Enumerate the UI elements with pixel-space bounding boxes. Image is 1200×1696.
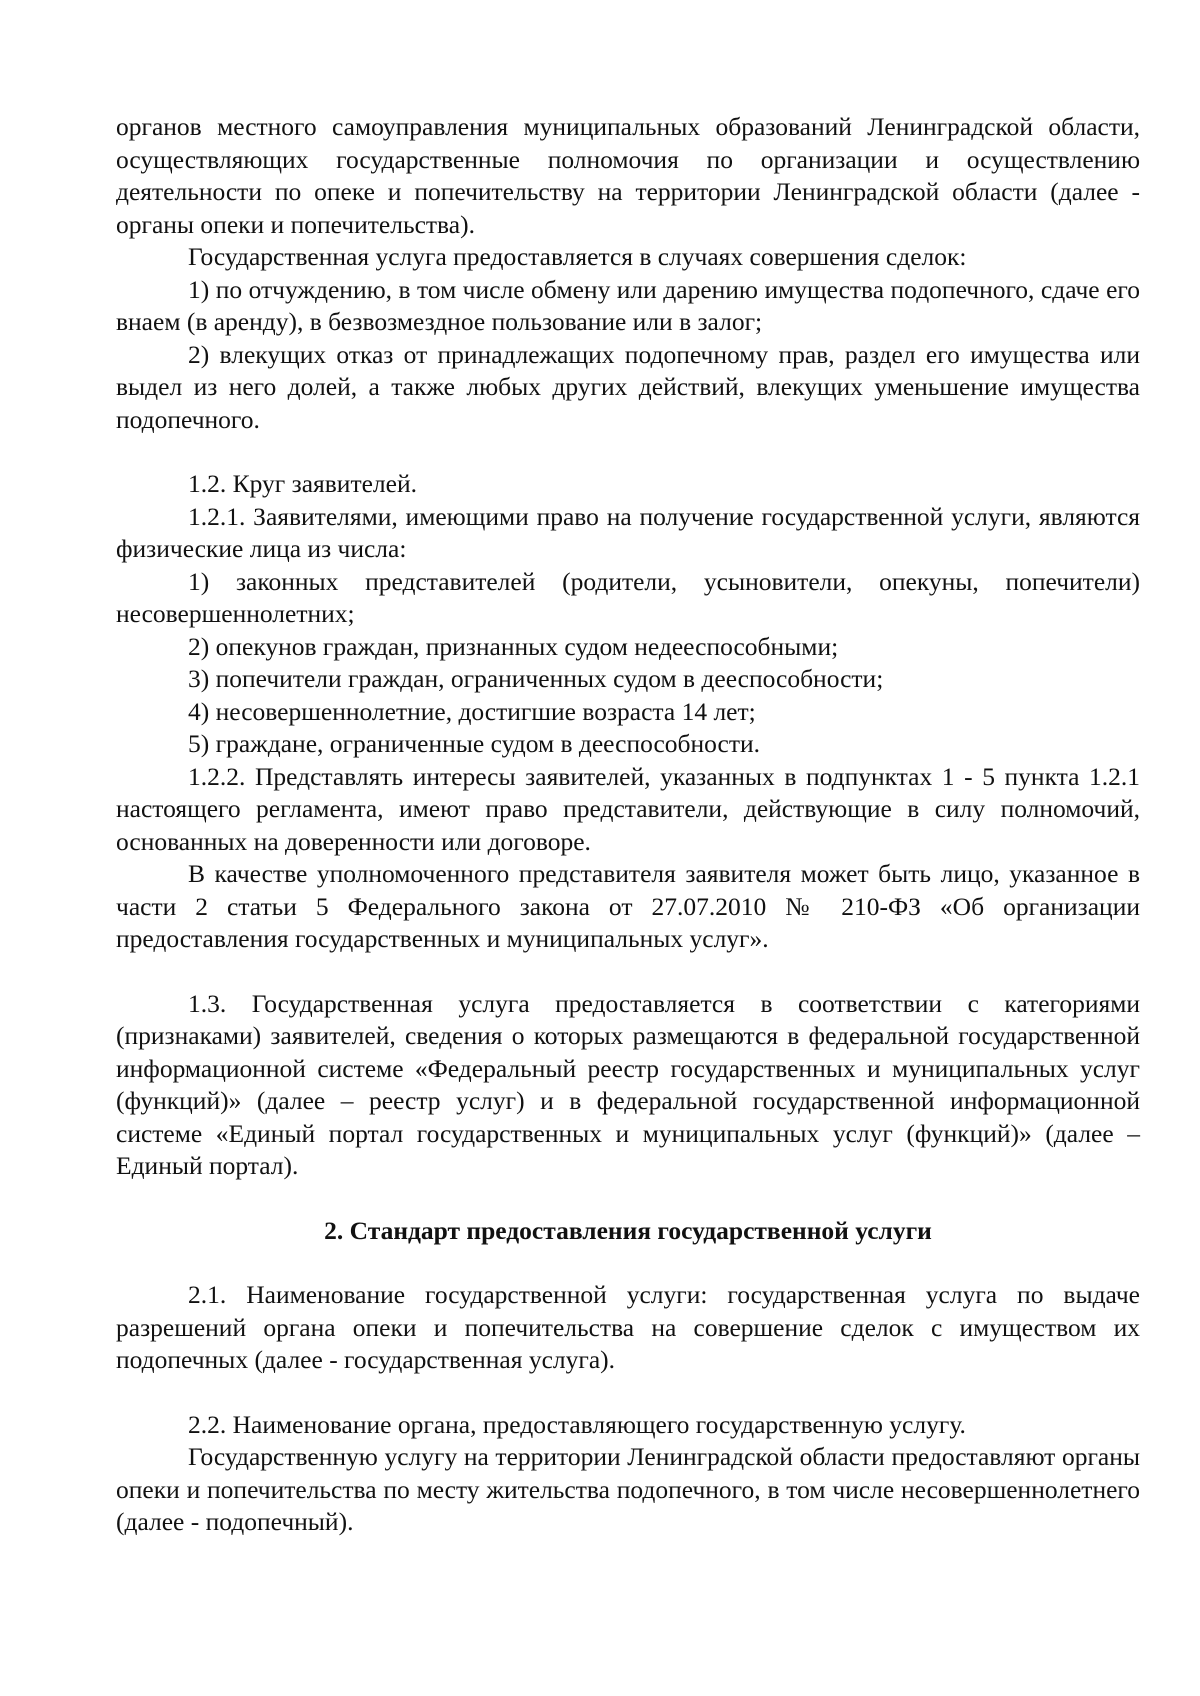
intro-list-item-1: 1) по отчуждению, в том числе обмену или дарению имущества подопечного, сдаче его внаем (в аренду), в безвозмездное пользование или в залог; (116, 274, 1140, 336)
section-2-1: 2.1. Наименование государственной услуги: государственная услуга по выдаче разрешений органа опеки и попечительства на совершение сделок с имуществом их подопечных (далее - государственная услуга). (116, 1280, 1140, 1374)
intro-list-item-2: 2) влекущих отказ от принадлежащих подопечному прав, раздел его имущества или выдел из него долей, а также любых других действий, влекущих уменьшение имущества подопечного. (116, 339, 1140, 434)
spacer (116, 436, 1140, 468)
spacer (116, 956, 1140, 988)
section-1-2-title: 1.2. Круг заявителей. (188, 469, 417, 498)
spacer (116, 1247, 1140, 1279)
section-2-heading: 2. Стандарт предоставления государственной услуги (324, 1215, 932, 1245)
section-1-3: 1.3. Государственная услуга предоставляется в соответствии с категориями (признаками) заявителей, сведения о которых размещаются в федеральной государственной информационной системе «Федеральный реестр государственных и муниципальных услуг (функций)» (далее – реестр услуг) и в федеральной государственной информационной системе «Единый портал государственных и муниципальных услуг (функций)» (далее – Единый портал). (116, 988, 1140, 1180)
section-1-2-2: 1.2.2. Представлять интересы заявителей, указанных в подпунктах 1 - 5 пункта 1.2.1 настоящего регламента, имеют право представители, действующие в силу полномочий, основанных на доверенности или договоре. (116, 761, 1140, 856)
intro-paragraph-continuation: органов местного самоуправления муниципальных образований Ленинградской области, осуществляющих государственные полномочия по организации и осуществлению деятельности по опеке и попечительству на территории Ленинградской области (далее - органы опеки и попечительства). (116, 112, 1140, 239)
applicant-item-3: 3) попечители граждан, ограниченных судом в дееспособности; (188, 664, 884, 693)
section-1-2-1: 1.2.1. Заявителями, имеющими право на получение государственной услуги, являются физические лица из числа: (116, 501, 1140, 563)
spacer (116, 1377, 1140, 1409)
section-2-2-body: Государственную услугу на территории Ленинградской области предоставляют органы опеки и попечительства по месту жительства подопечного, в том числе несовершеннолетнего (далее - подопечный). (116, 1442, 1140, 1536)
intro-paragraph-cases: Государственная услуга предоставляется в случаях совершения сделок: (188, 242, 967, 271)
document-page (116, 111, 1140, 1539)
applicant-item-1: 1) законных представителей (родители, усыновители, опекуны, попечители) несовершеннолетних; (116, 566, 1140, 628)
section-2-2-title: 2.2. Наименование органа, предоставляющего государственную услугу. (188, 1409, 966, 1439)
applicant-item-4: 4) несовершеннолетние, достигшие возраста 14 лет; (188, 696, 756, 726)
spacer (116, 1183, 1140, 1215)
applicant-item-2: 2) опекунов граждан, признанных судом недееспособными; (188, 631, 839, 661)
applicant-item-5: 5) граждане, ограниченные судом в дееспособности. (188, 729, 761, 758)
representative-paragraph: В качестве уполномоченного представителя заявителя может быть лицо, указанное в части 2 статьи 5 Федерального закона от 27.07.2010 № 210-ФЗ «Об организации предоставления государственных и муниципальных услуг». (116, 859, 1140, 953)
